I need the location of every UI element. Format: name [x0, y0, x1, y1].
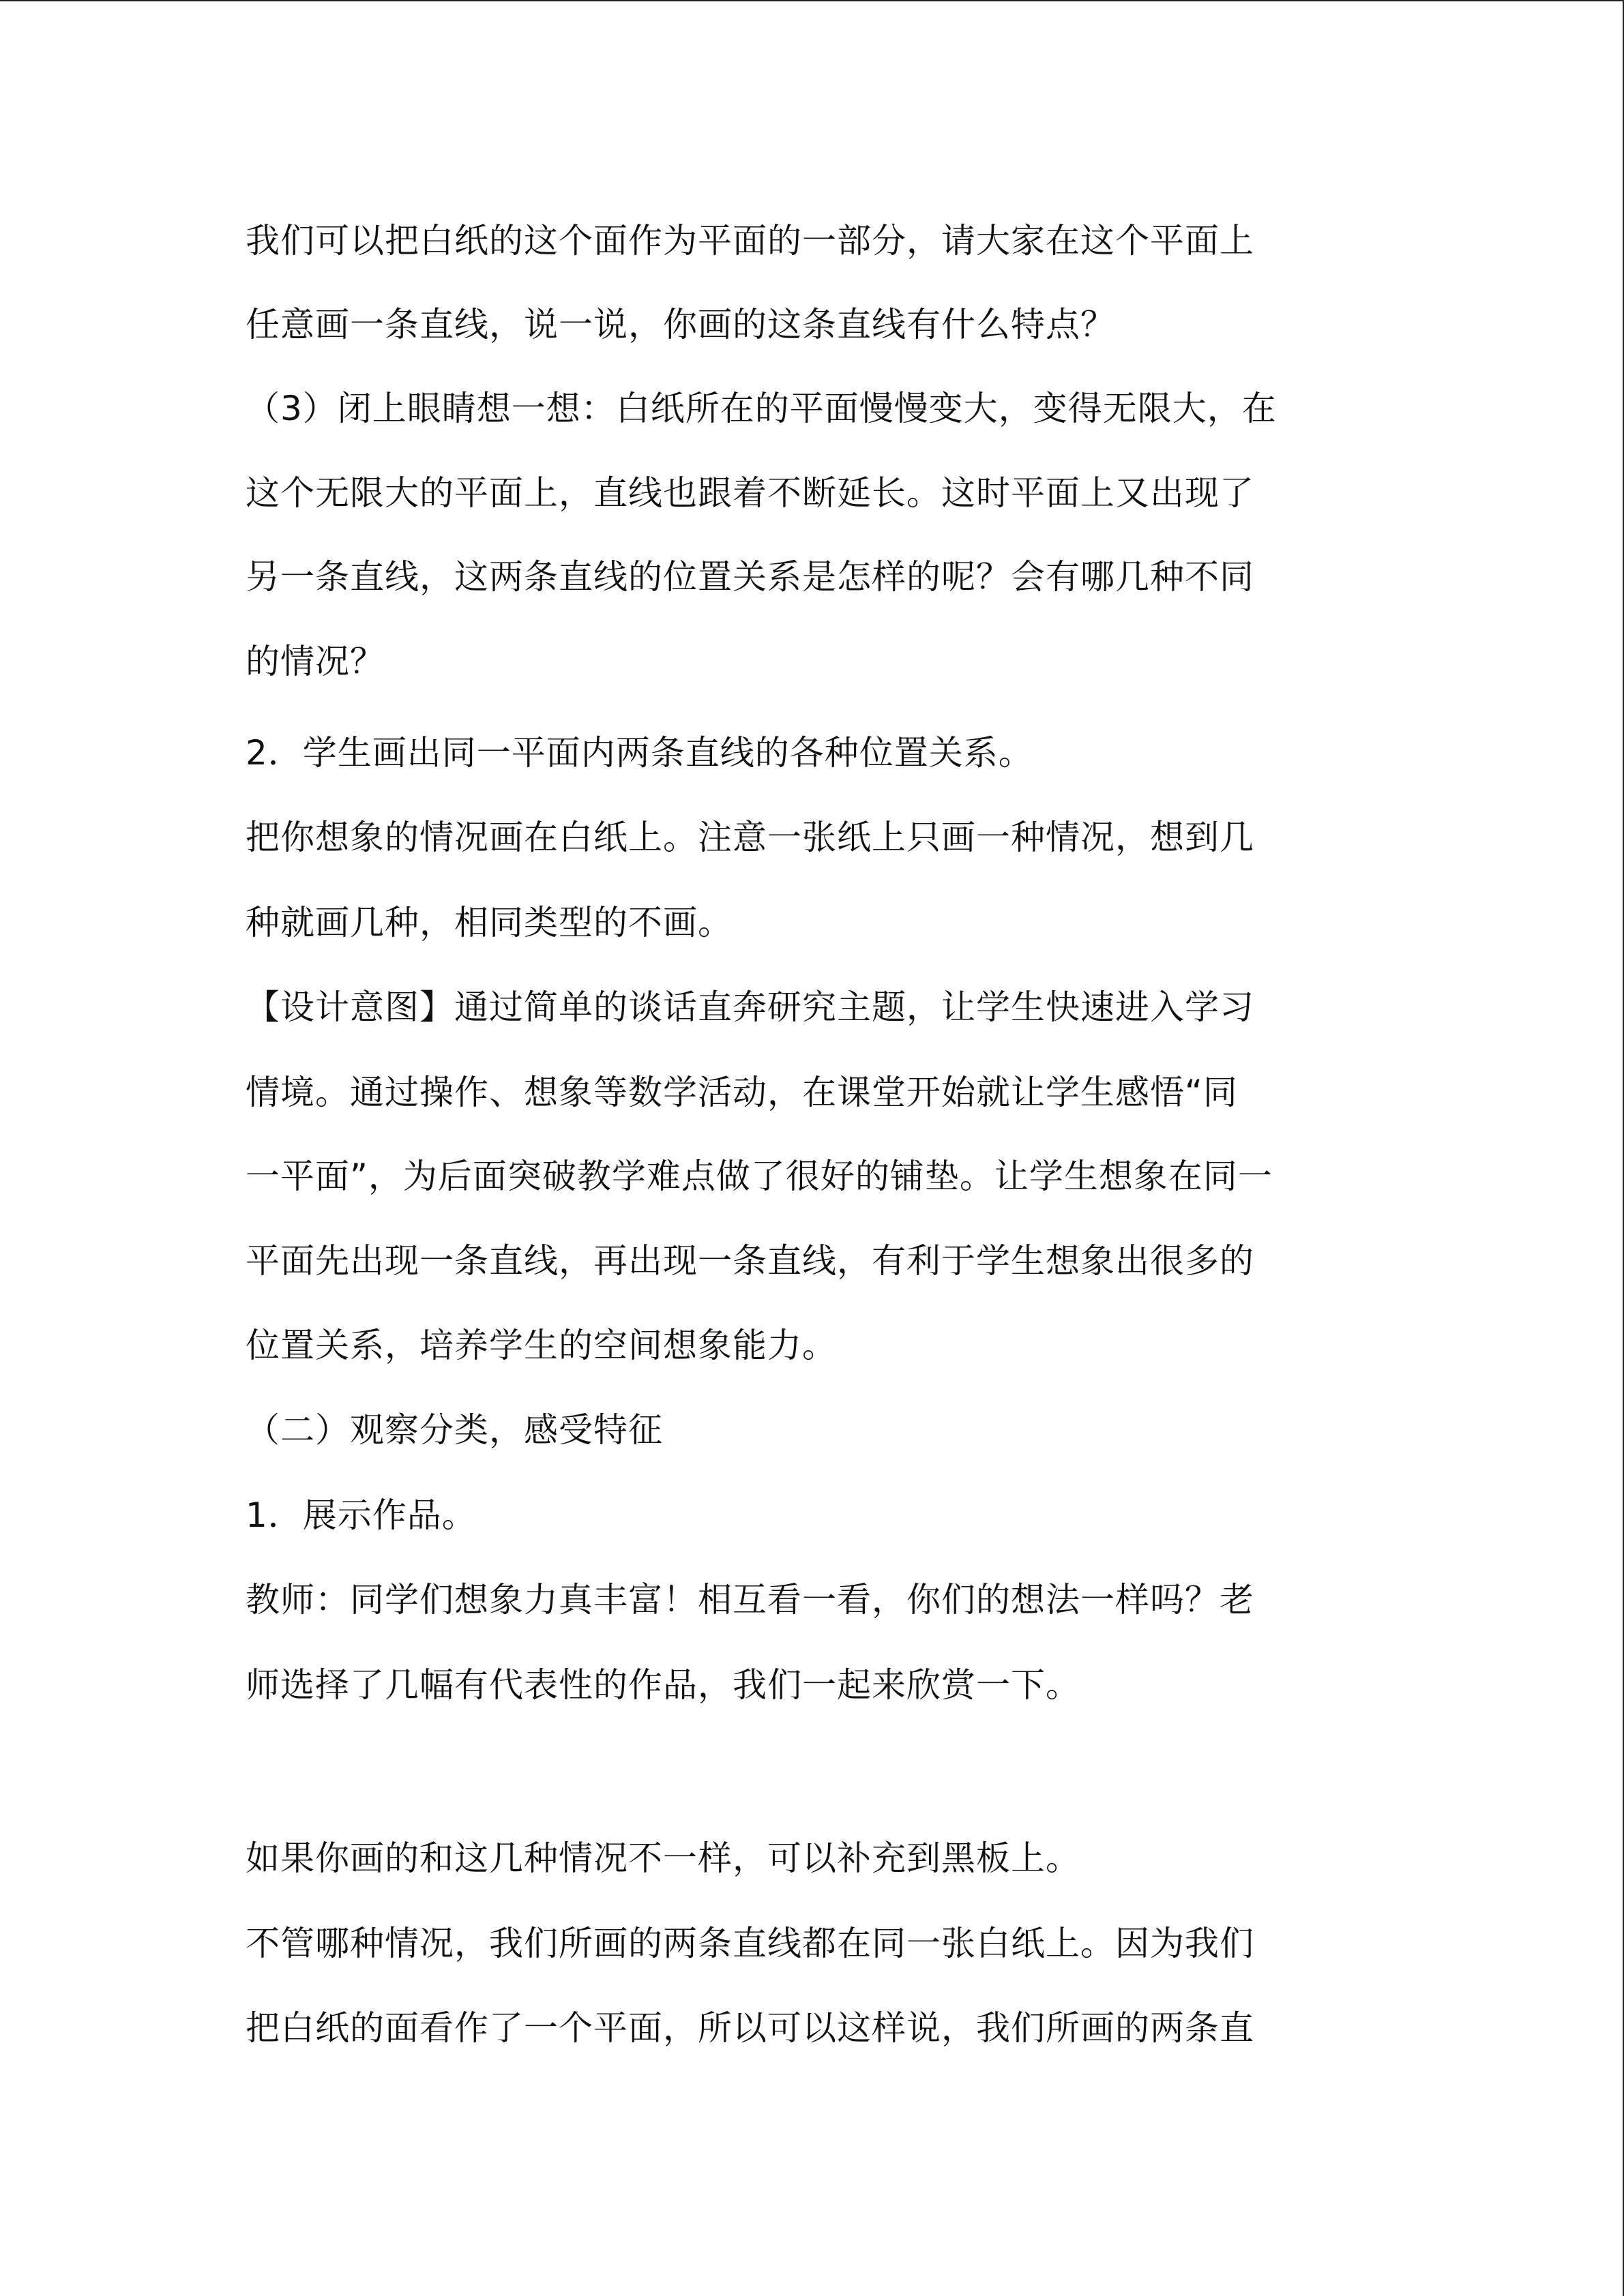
paragraph-line: 任意画一条直线，说一说，你画的这条直线有什么特点？ — [246, 305, 1115, 344]
paragraph-line: 把你想象的情况画在白纸上。注意一张纸上只画一种情况，想到几 — [246, 818, 1254, 857]
paragraph-line: 不管哪种情况，我们所画的两条直线都在同一张白纸上。因为我们 — [246, 1924, 1254, 1963]
paragraph-line: 另一条直线，这两条直线的位置关系是怎样的呢？会有哪几种不同 — [246, 557, 1254, 597]
paragraph-line: 把白纸的面看作了一个平面，所以可以这样说，我们所画的两条直 — [246, 2008, 1254, 2048]
paragraph-line: 情境。通过操作、想象等数学活动，在课堂开始就让学生感悟“同 — [246, 1073, 1238, 1112]
paragraph-line: 【设计意图】通过简单的谈话直奔研究主题，让学生快速进入学习 — [246, 987, 1254, 1027]
paragraph-line: 我们可以把白纸的这个面作为平面的一部分，请大家在这个平面上 — [246, 221, 1254, 260]
paragraph-line: 平面先出现一条直线，再出现一条直线，有利于学生想象出很多的 — [246, 1241, 1254, 1281]
paragraph-line: 如果你画的和这几种情况不一样，可以补充到黑板上。 — [246, 1838, 1080, 1878]
paragraph-line: 2．学生画出同一平面内两条直线的各种位置关系。 — [246, 733, 1033, 773]
paragraph-line: 教师：同学们想象力真丰富！相互看一看，你们的想法一样吗？老 — [246, 1580, 1254, 1620]
paragraph-line: 的情况？ — [246, 642, 385, 681]
paragraph-line: 1．展示作品。 — [246, 1495, 477, 1535]
paragraph-line: 种就画几种，相同类型的不画。 — [246, 903, 733, 942]
paragraph-line: 一平面”，为后面突破教学难点做了很好的铺垫。让学生想象在同一 — [246, 1157, 1273, 1196]
paragraph-line: 位置关系，培养学生的空间想象能力。 — [246, 1326, 837, 1365]
paragraph-line: 师选择了几幅有代表性的作品，我们一起来欣赏一下。 — [246, 1665, 1080, 1705]
paragraph-line: （二）观察分类，感受特征 — [246, 1410, 663, 1450]
paragraph-line: （3）闭上眼睛想一想：白纸所在的平面慢慢变大，变得无限大，在 — [246, 389, 1277, 428]
paragraph-line: 这个无限大的平面上，直线也跟着不断延长。这时平面上又出现了 — [246, 473, 1254, 513]
